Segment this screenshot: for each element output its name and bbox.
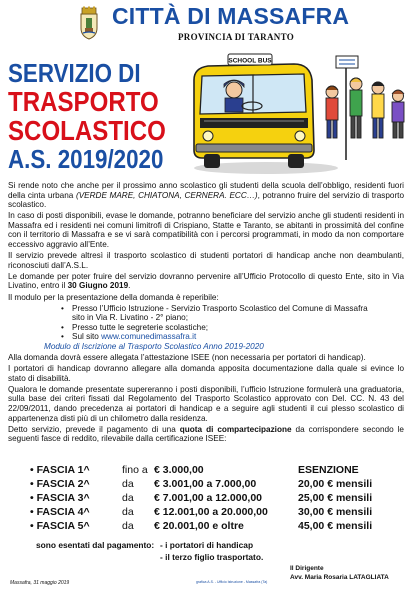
band-label: • FASCIA 3^ xyxy=(30,492,90,504)
province-name: PROVINCIA DI TARANTO xyxy=(178,32,295,42)
notice-body xyxy=(8,181,404,445)
deadline-date: 30 Giugno 2019 xyxy=(67,281,129,291)
table-row xyxy=(30,478,380,492)
exempt-item-2: - il terzo figlio trasportato. xyxy=(160,552,264,562)
website-link[interactable]: www.comunedimassafra.it xyxy=(101,332,197,342)
table-row xyxy=(30,520,380,534)
location-office-address: sito in Via R. Livatino - 2° piano; xyxy=(72,313,188,323)
paragraph-deadline xyxy=(8,272,404,291)
table-row xyxy=(30,464,380,478)
band-label: • FASCIA 1^ xyxy=(30,464,90,476)
table-row xyxy=(30,492,380,506)
location-office: Presso l’Ufficio Istruzione - Servizio Trasporto Scolastico del Comune di Massafra xyxy=(72,303,368,313)
exempt-item-1: - i portatori di handicap xyxy=(160,540,254,550)
deadline-text: Le domande per poter fruire del servizio dovranno pervenire all’Ufficio Protocollo di questo Ente, sito in Via Livatino, entro il xyxy=(8,271,404,291)
intro-text: Si rende noto che anche per il prossimo anno scolastico gli studenti della scuola dell’obbligo, residenti fuori della cinta urbana xyxy=(8,181,404,200)
band-range: € 3.001,00 a 7.000,00 xyxy=(154,478,257,490)
exempt-label: sono esentati dal pagamento: xyxy=(36,540,155,550)
paragraph-fee xyxy=(8,425,404,444)
band-label: • FASCIA 4^ xyxy=(30,506,90,518)
paragraph-modulo: Il modulo per la presentazione della domanda è reperibile: xyxy=(8,292,219,302)
paragraph-disability-docs: I portatori di handicap dovranno allegare alla domanda apposita documentazione dalla quale si evince lo stato di disabilità. xyxy=(8,364,404,383)
band-preposition: da xyxy=(122,506,134,518)
footer-date: Massafra, 31 maggio 2019 xyxy=(10,580,70,586)
paragraph-isee: Alla domanda dovrà essere allegata l’attestazione ISEE (non necessaria per portatori di handicap). xyxy=(8,353,366,363)
table-row xyxy=(30,506,380,520)
fee-text-end: da corrispondere secondo le seguenti fasce di reddito, rilevabile dalla certificazione ISEE: xyxy=(8,424,404,444)
modulo-locations-list xyxy=(8,304,404,342)
band-fee: 45,00 € mensili xyxy=(298,520,373,532)
band-preposition: da xyxy=(122,478,134,490)
band-preposition: da xyxy=(122,520,134,532)
dirigente-title: Il Dirigente xyxy=(290,565,324,572)
list-item xyxy=(64,332,404,342)
band-fee: 30,00 € mensili xyxy=(298,506,373,518)
title-line-1: SERVIZIO DI xyxy=(8,58,141,88)
band-fee: 25,00 € mensili xyxy=(298,492,373,504)
footer-credit: grafica A.S. - Ufficio Istruzione - Massafra (Ta) xyxy=(196,580,268,584)
signature-block xyxy=(290,564,389,582)
modulo-link[interactable]: Modulo di Iscrizione al Trasporto Scolastico Anno 2019-2020 xyxy=(44,342,264,351)
city-crest-icon xyxy=(78,6,100,40)
paragraph-availability: In caso di posti disponibili, evase le domande, potranno beneficiare del servizio anche gli studenti residenti in Massafra ed i residenti nei comuni limitrofi di Crispiano, Statte e Taranto, se abitanti in prossimità del confine con il territorio di Massafra e se vi sarà compatibilità con i percorsi programmati, in modo da non comportare eccessivo aggravio all’Ente. xyxy=(8,211,404,250)
exemption-header: ESENZIONE xyxy=(298,464,359,476)
bus-sign-text: SCHOOL BUS xyxy=(228,57,272,65)
band-label: • FASCIA 2^ xyxy=(30,478,90,490)
paragraph-ranking: Qualora le domande presentate supereranno i posti disponibili, l’ufficio Istruzione formulerà una graduatoria, sulla base dei criteri fissati dal Regolamento del Trasporto Scolastico approvato con Del. CC. N. 43 del 22/09/2011, dando precedenza ai portatori di handicap e a seguire agli studenti il cui plesso scolastico di appartenenza disti più di un chilometro dalla residenza. xyxy=(8,384,404,423)
paragraph-handicap: Il servizio prevede altresì il trasporto scolastico di studenti portatori di handicap anche non deambulanti, riconosciuti dall’A.S.L. xyxy=(8,251,404,270)
band-preposition: fino a xyxy=(122,464,148,476)
title-line-2: TRASPORTO xyxy=(8,86,159,117)
paragraph-intro xyxy=(8,181,404,210)
fee-text: Detto servizio, prevede il pagamento di una xyxy=(8,424,180,434)
band-fee: 20,00 € mensili xyxy=(298,478,373,490)
fee-highlight: quota di compartecipazione xyxy=(179,424,292,434)
list-item: • Presso tutte le segreterie scolastiche; xyxy=(64,323,404,333)
band-range: € 20.001,00 e oltre xyxy=(154,520,244,532)
city-name: CITTÀ DI MASSAFRA xyxy=(112,3,350,29)
website-prefix: Sul sito xyxy=(72,332,102,342)
intro-localities: (VERDE MARE, CHIATONA, CERNERA. ECC…) xyxy=(75,190,258,200)
intro-text-end: , potranno fruire del servizio di trasporto scolastico. xyxy=(8,190,405,210)
dirigente-name: Avv. Maria Rosaria LATAGLIATA xyxy=(290,574,389,581)
band-range: € 7.001,00 a 12.000,00 xyxy=(154,492,263,504)
deadline-period: . xyxy=(128,281,131,291)
page-title xyxy=(8,60,192,172)
title-line-3: SCOLASTICO xyxy=(8,115,166,146)
band-range: € 3.000,00 xyxy=(154,464,204,476)
income-bands-table xyxy=(30,464,380,534)
school-bus-illustration xyxy=(186,52,408,176)
band-range: € 12.001,00 a 20.000,00 xyxy=(154,506,268,518)
list-item xyxy=(64,304,404,323)
title-line-4: A.S. 2019/2020 xyxy=(8,144,164,174)
band-label: • FASCIA 5^ xyxy=(30,520,90,532)
band-preposition: da xyxy=(122,492,134,504)
